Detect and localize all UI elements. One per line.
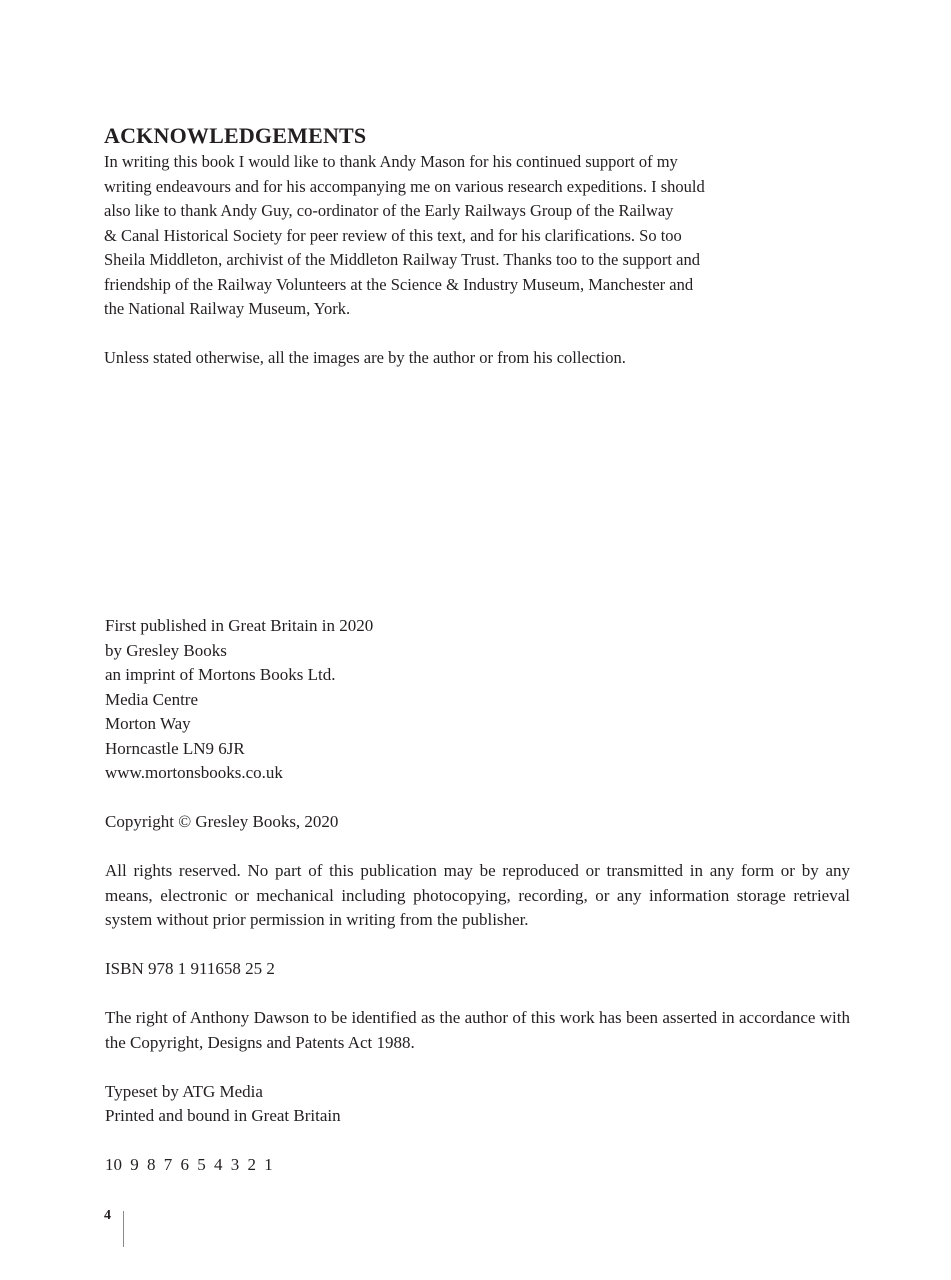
publisher-website: www.mortonsbooks.co.uk xyxy=(105,763,283,782)
publisher-line: by Gresley Books xyxy=(105,640,227,660)
acknowledgements-line: writing endeavours and for his accompanying me on various research expeditions. I should xyxy=(104,176,705,196)
isbn: ISBN 978 1 911658 25 2 xyxy=(105,959,275,978)
acknowledgements-line: friendship of the Railway Volunteers at the Science & Industry Museum, Manchester and xyxy=(104,274,694,294)
publisher-line: First published in Great Britain in 2020 xyxy=(105,616,374,635)
rights-statement: All rights reserved. No part of this publication may be reproduced or transmitted in any form or by any means, electronic or mechanical including photocopying, recording, or any information storage retrieval system without prior permission in writing from the publisher. xyxy=(105,861,850,929)
acknowledgements-line: the National Railway Museum, York. xyxy=(104,299,351,318)
acknowledgements-text xyxy=(104,150,724,322)
publisher-line: Horncastle LN9 6JR xyxy=(105,738,245,758)
acknowledgements-line: Sheila Middleton, archivist of the Middleton Railway Trust. Thanks too to the support and xyxy=(104,250,700,269)
production-credits xyxy=(105,1080,850,1129)
folio-divider xyxy=(123,1211,124,1247)
publisher-address xyxy=(105,614,850,786)
acknowledgements-line: In writing this book I would like to thank Andy Mason for his continued support of my xyxy=(104,152,678,171)
printing-credit: Printed and bound in Great Britain xyxy=(105,1106,341,1125)
author-rights-statement: The right of Anthony Dawson to be identified as the author of this work has been asserted in accordance with the Copyright, Designs and Patents Act 1988. xyxy=(105,1008,850,1052)
page-number: 4 xyxy=(104,1208,111,1223)
acknowledgements-line: & Canal Historical Society for peer review of this text, and for his clarifications. So too xyxy=(104,225,682,245)
copyright-notice: Copyright © Gresley Books, 2020 xyxy=(105,812,339,831)
acknowledgements-heading: ACKNOWLEDGEMENTS xyxy=(104,123,367,148)
imprint-block xyxy=(105,614,850,1178)
publisher-line: an imprint of Mortons Books Ltd. xyxy=(105,665,336,684)
acknowledgements-line: also like to thank Andy Guy, co-ordinator of the Early Railways Group of the Railway xyxy=(104,201,674,220)
publisher-line: Morton Way xyxy=(105,714,191,733)
printer-key: 10 9 8 7 6 5 4 3 2 1 xyxy=(105,1155,273,1174)
publisher-line: Media Centre xyxy=(105,689,198,709)
typeset-credit: Typeset by ATG Media xyxy=(105,1081,263,1101)
image-credit-note: Unless stated otherwise, all the images are by the author or from his collection. xyxy=(104,348,626,367)
